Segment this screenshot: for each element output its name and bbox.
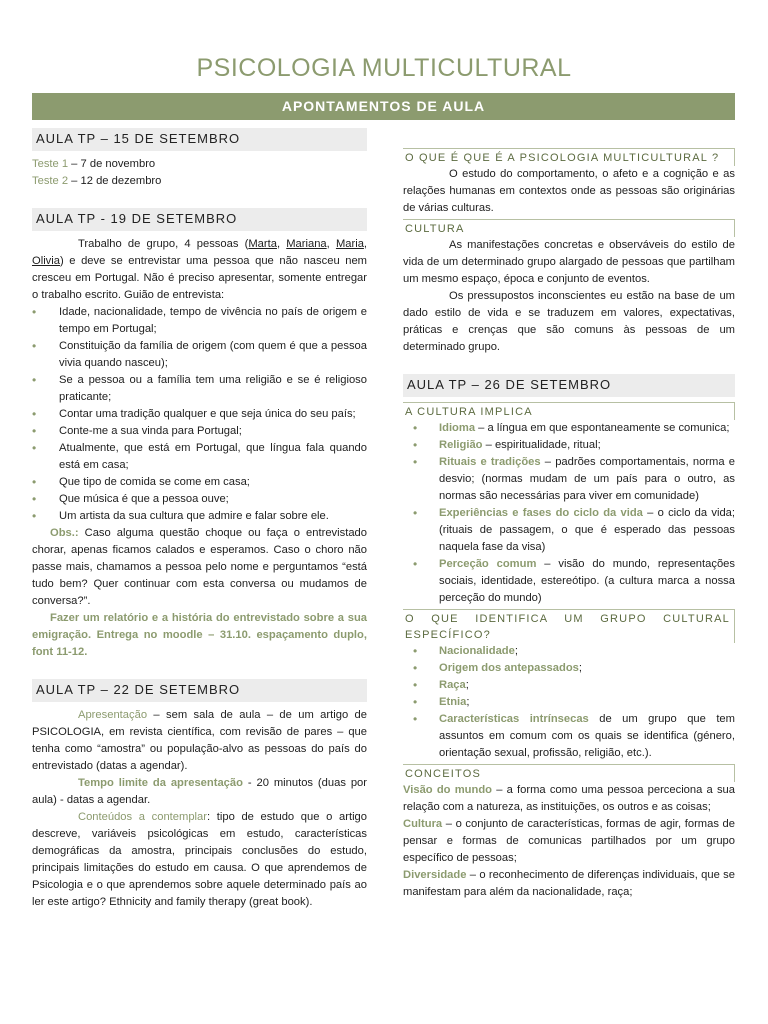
item-text: – o ciclo da vida; (rituais de passagem, o que é esperado das pessoas naquela fase da visa) [439, 507, 735, 553]
contents-paragraph [32, 809, 367, 911]
item-text: – a língua em que espontaneamente se comunica; [475, 422, 730, 434]
list-item: • Atualmente, que está em Portugal, que língua fala quando está em casa; [32, 440, 367, 474]
concept-text: – a forma como uma pessoa perceciona a sua relação com a natureza, as instituições, os outros e as coisas; [403, 784, 736, 813]
text-run: Trabalho de grupo, 4 pessoas ( [78, 238, 249, 250]
concept-label: Cultura [403, 818, 443, 830]
heading-grupo-cultural: O QUE IDENTIFICA UM GRUPO CULTURAL ESPECÍFICO? [403, 609, 735, 643]
group-work-paragraph [32, 236, 367, 304]
list-item [403, 711, 735, 762]
item-text: de um grupo que tem assuntos em comum com os quais se identifica (género, orientação sexual, profissão, religião, etc.). [439, 713, 735, 759]
text-run: , [276, 238, 287, 250]
obs-label: Obs.: [50, 527, 79, 539]
cultura-paragraph-1: As manifestações concretas e observáveis do estilo de vida de um determinado grupo alargado de pessoas que partilham um mesmo espaço, época e conjunto de eventos. [403, 239, 735, 285]
list-item [403, 505, 735, 556]
heading-conceitos: CONCEITOS [403, 764, 735, 782]
list-item: • Contar uma tradição qualquer e que seja única do seu país; [32, 406, 367, 423]
heading-cultura: CULTURA [403, 219, 735, 237]
test-1-line [32, 156, 367, 173]
item-label: Idioma [439, 422, 476, 434]
item-text: – espiritualidade, ritual; [482, 439, 601, 451]
item-label: Religião [439, 439, 483, 451]
text-run: - 20 minutos (duas por aula) - datas a agendar. [32, 777, 367, 806]
name-maria: Maria [335, 238, 364, 250]
item-text: ; [465, 679, 469, 691]
item-label: Rituais e tradições [439, 456, 541, 468]
text-run: : tipo de estudo que o artigo descreve, variáveis psicológicas em estudo, características demográficas da amostra, principais conclusões do estudo, principais limitações do estudo em causa. O que aprendemos de Psicologia e o que aprendemos sobre aquele determinado país ao ler este artigo? Ethnicity and family therapy (great book). [32, 811, 367, 908]
item-text: ; [466, 696, 470, 708]
heading-aula-19-setembro: AULA TP - 19 DE SETEMBRO [32, 208, 367, 231]
list-item [403, 556, 735, 607]
heading-aula-26-setembro: AULA TP – 26 DE SETEMBRO [403, 374, 735, 397]
test-2-date: – 12 de dezembro [68, 175, 162, 187]
definition-paragraph: O estudo do comportamento, o afeto e a cognição e as relações humanas em contextos onde as pessoas são originárias de várias culturas. [403, 168, 735, 214]
presentation-paragraph [32, 707, 367, 775]
item-text: – padrões comportamentais, norma e desvio; (normas mudam de um país para o outro, as normas são necessárias para viver em comunidade) [439, 456, 736, 502]
left-column [32, 128, 367, 911]
concept-text: – o reconhecimento de diferenças individuais, que se manifestam para além da nacionalidade, raça; [403, 869, 735, 898]
concept-item [403, 782, 735, 816]
list-item: • Que música é que a pessoa ouve; [32, 491, 367, 508]
item-text: ; [514, 645, 518, 657]
right-column [403, 128, 735, 901]
item-text: – visão do mundo, representações sociais, identidade, estereótipo. (a cultura marca a nossa perceção do mundo) [439, 558, 735, 604]
text-run: , [326, 238, 336, 250]
time-limit-label: Tempo limite da apresentação [78, 777, 243, 789]
list-item: • Se a pessoa ou a família tem uma religião e se é religioso praticante; [32, 372, 367, 406]
contents-label: Conteúdos a contemplar [78, 811, 207, 823]
text-run: ) e deve se entrevistar uma pessoa que não nasceu nem cresceu em Portugal. Não é preciso apresentar, somente entregar o trabalho escrito. Guião de entrevista: [32, 255, 367, 301]
list-item [403, 643, 735, 660]
concept-label: Diversidade [403, 869, 467, 881]
heading-aula-22-setembro: AULA TP – 22 DE SETEMBRO [32, 679, 367, 702]
page-title: PSICOLOGIA MULTICULTURAL [196, 54, 572, 82]
list-item: • Constituição da família de origem (com quem é que a pessoa vivia quando nasceu); [32, 338, 367, 372]
text-run: – sem sala de aula – de um artigo de PSICOLOGIA, em revista científica, com revisão de pares – que tenha como “amostra” ou população-alvo as pessoas do país do entrevistado (datas a agendar). [32, 709, 367, 772]
list-item [403, 660, 735, 677]
observation-paragraph [32, 525, 367, 610]
item-label: Perceção comum [439, 558, 537, 570]
presentation-label: Apresentação [78, 709, 148, 721]
item-label: Nacionalidade [439, 645, 515, 657]
test-2-line [32, 173, 367, 190]
section-banner: APONTAMENTOS DE AULA [32, 93, 735, 120]
list-item [403, 454, 735, 505]
heading-aula-15-setembro: AULA TP – 15 DE SETEMBRO [32, 128, 367, 151]
concept-item [403, 867, 735, 901]
list-item [403, 437, 735, 454]
time-limit-paragraph [32, 775, 367, 809]
cultura-paragraph-2: Os pressupostos inconscientes eu estão na base de um dado estilo de vida e se traduzem em valores, expectativas, práticas e crenças que são comuns às pessoas de um determinado grupo. [403, 290, 735, 353]
list-item: • Idade, nacionalidade, tempo de vivência no país de origem e tempo em Portugal; [32, 304, 367, 338]
concept-label: Visão do mundo [403, 784, 492, 796]
item-text: ; [578, 662, 582, 674]
item-label: Etnia [439, 696, 467, 708]
heading-what-is-psychology: O QUE É QUE É A PSICOLOGIA MULTICULTURAL ? [403, 148, 735, 166]
list-item: • Um artista da sua cultura que admire e falar sobre ele. [32, 508, 367, 525]
list-item [403, 694, 735, 711]
assignment-note: Fazer um relatório e a história do entrevistado sobre a sua emigração. Entrega no moodle – 31.10. espaçamento duplo, font 11-12. [32, 612, 367, 658]
text-run: , [363, 238, 368, 250]
test-1-label: Teste 1 [32, 158, 69, 170]
list-item [403, 420, 735, 437]
list-item [403, 677, 735, 694]
item-label: Experiências e fases do ciclo da vida [439, 507, 643, 519]
name-marta: Marta [248, 238, 277, 250]
list-item: • Que tipo de comida se come em casa; [32, 474, 367, 491]
item-label: Raça [439, 679, 466, 691]
test-1-date: – 7 de novembro [68, 158, 156, 170]
name-olivia: Olivia [32, 255, 60, 267]
grupo-cultural-list [403, 643, 735, 762]
test-2-label: Teste 2 [32, 175, 69, 187]
name-mariana: Mariana [286, 238, 327, 250]
item-label: Características intrínsecas [439, 713, 589, 725]
heading-cultura-implica: A CULTURA IMPLICA [403, 402, 735, 420]
concept-text: – o conjunto de características, formas de agir, formas de pensar e formas de comunicas partilhados por um grupo específico de pessoas; [403, 818, 735, 864]
list-item: • Conte-me a sua vinda para Portugal; [32, 423, 367, 440]
cultura-implica-list [403, 420, 735, 607]
concept-item [403, 816, 735, 867]
item-label: Origem dos antepassados [439, 662, 579, 674]
text-run: Caso alguma questão choque ou faça o entrevistado chorar, apenas ficamos calados e esperamos. Caso o choro não passe mais, chamamos a pessoa pelo nome e perguntamos “está tudo bem? Quer continuar com esta conversa ou mudamos de conversa?”. [32, 527, 367, 607]
interview-guide-list [32, 304, 367, 525]
